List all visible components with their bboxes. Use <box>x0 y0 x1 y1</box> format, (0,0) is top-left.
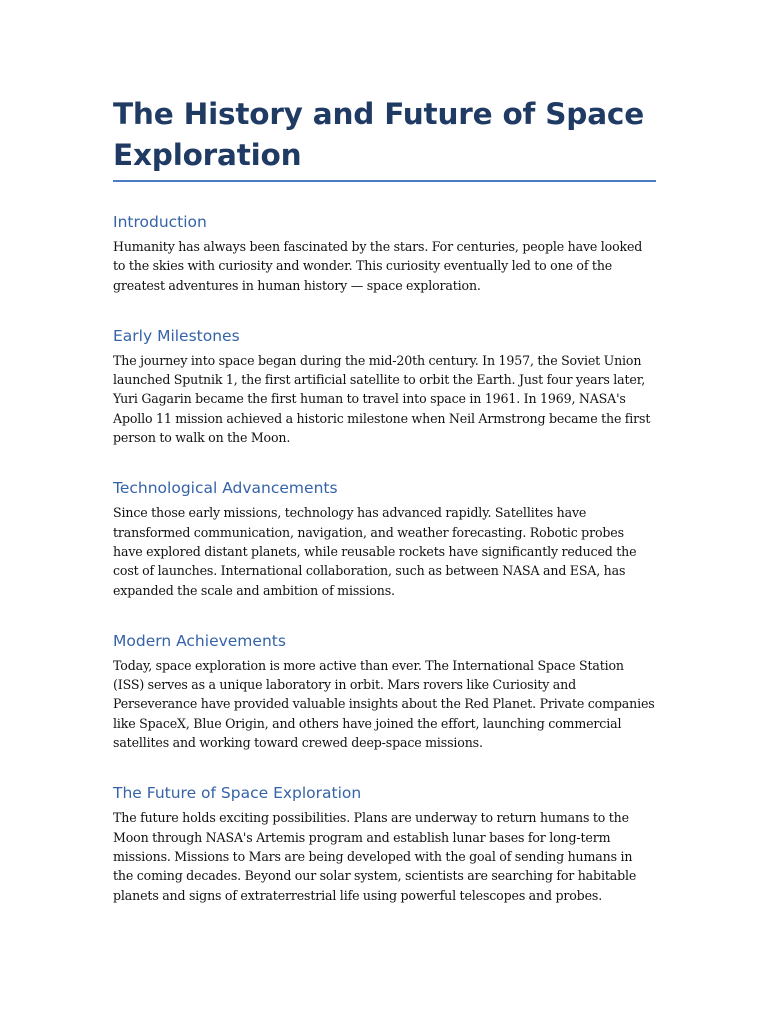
section-paragraph: Since those early missions, technology has advanced rapidly. Satellites have transformed communication, navigation, and weather forecasting. Robotic probes have explored distant planets, while reusable rockets have significantly reduced the cost of launches. International collaboration, such as between NASA and ESA, has expanded the scale and ambition of missions. <box>113 505 637 598</box>
section-introduction <box>113 212 656 295</box>
section-paragraph: Today, space exploration is more active than ever. The International Space Station (ISS) serves as a unique laboratory in orbit. Mars rovers like Curiosity and Perseverance have provided valuable insights about the Red Planet. Private companies like SpaceX, Blue Origin, and others have joined the effort, launching commercial satellites and working toward crewed deep-space missions. <box>113 657 655 751</box>
document-title: The History and Future of Space Exploration <box>113 97 645 172</box>
section-paragraph: Humanity has always been fascinated by the stars. For centuries, people have looked to the skies with curiosity and wonder. This curiosity eventually led to one of the greatest adventures in human history — space exploration. <box>113 239 643 293</box>
section-modern-achievements <box>113 631 656 752</box>
section-future-of-space-exploration <box>113 783 656 904</box>
section-heading: Modern Achievements <box>113 631 286 650</box>
title-underline <box>113 180 656 182</box>
section-heading: Early Milestones <box>113 326 240 345</box>
section-heading: Introduction <box>113 213 207 231</box>
section-heading: The Future of Space Exploration <box>113 784 362 803</box>
section-technological-advancements <box>113 478 656 599</box>
section-paragraph: The future holds exciting possibilities. Plans are underway to return humans to the Moon through NASA's Artemis program and establish lunar bases for long-term missions. Missions to Mars are being developed with the goal of sending humans in the coming decades. Beyond our solar system, scientists are searching for habitable planets and signs of extraterrestrial life using powerful telescopes and probes. <box>113 810 637 903</box>
document-page <box>113 94 656 905</box>
section-paragraph: The journey into space began during the mid-20th century. In 1957, the Soviet Union launched Sputnik 1, the first artificial satellite to orbit the Earth. Just four years later, Yuri Gagarin became the first human to travel into space in 1961. In 1969, NASA's Apollo 11 mission achieved a historic milestone when Neil Armstrong became the first person to walk on the Moon. <box>113 352 651 446</box>
section-early-milestones <box>113 326 656 447</box>
section-heading: Technological Advancements <box>113 479 338 498</box>
